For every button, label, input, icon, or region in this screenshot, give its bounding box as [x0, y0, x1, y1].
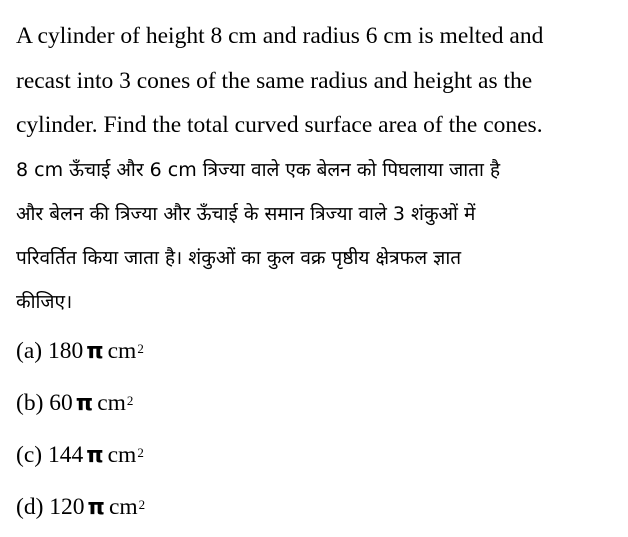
pi-symbol: π	[86, 339, 104, 364]
question-english-line: cylinder. Find the total curved surface area of the cones.	[16, 112, 543, 138]
unit-text: cm	[108, 494, 138, 520]
unit-text: cm	[97, 390, 126, 416]
question-hindi-line: कीजिए।	[16, 291, 73, 313]
option-b-label: (b) 60	[16, 390, 73, 416]
option-a-label: (a) 180	[16, 338, 84, 364]
option-d[interactable]	[16, 485, 416, 537]
option-d-label: (d) 120	[16, 494, 85, 520]
option-c[interactable]	[16, 433, 416, 485]
option-c-label: (c) 144	[16, 442, 84, 468]
question-hindi-line: 8 cm ऊँचाई और 6 cm त्रिज्या वाले एक बेलन को पिघलाया जाता है	[16, 159, 501, 181]
exponent: 2	[138, 497, 146, 512]
question-hindi-line: और बेलन की त्रिज्या और ऊँचाई के समान त्रिज्या वाले 3 शंकुओं में	[16, 203, 476, 225]
question-hindi	[16, 148, 620, 324]
answer-options	[16, 329, 416, 537]
exponent: 2	[137, 445, 144, 460]
question-hindi-line: परिवर्तित किया जाता है। शंकुओं का कुल वक्र पृष्ठीय क्षेत्रफल ज्ञात	[16, 247, 462, 269]
option-a[interactable]	[16, 329, 416, 381]
question-english	[16, 14, 620, 148]
exponent: 2	[126, 393, 134, 408]
unit-text: cm	[107, 338, 137, 364]
unit-text: cm	[107, 442, 137, 468]
pi-symbol: π	[87, 495, 105, 520]
question-english-line: A cylinder of height 8 cm and radius 6 cm is melted and	[16, 23, 544, 49]
pi-symbol: π	[75, 391, 94, 416]
exponent: 2	[137, 341, 144, 356]
pi-symbol: π	[86, 443, 104, 468]
question-english-line: recast into 3 cones of the same radius and height as the	[16, 67, 533, 94]
option-b[interactable]	[16, 381, 416, 433]
